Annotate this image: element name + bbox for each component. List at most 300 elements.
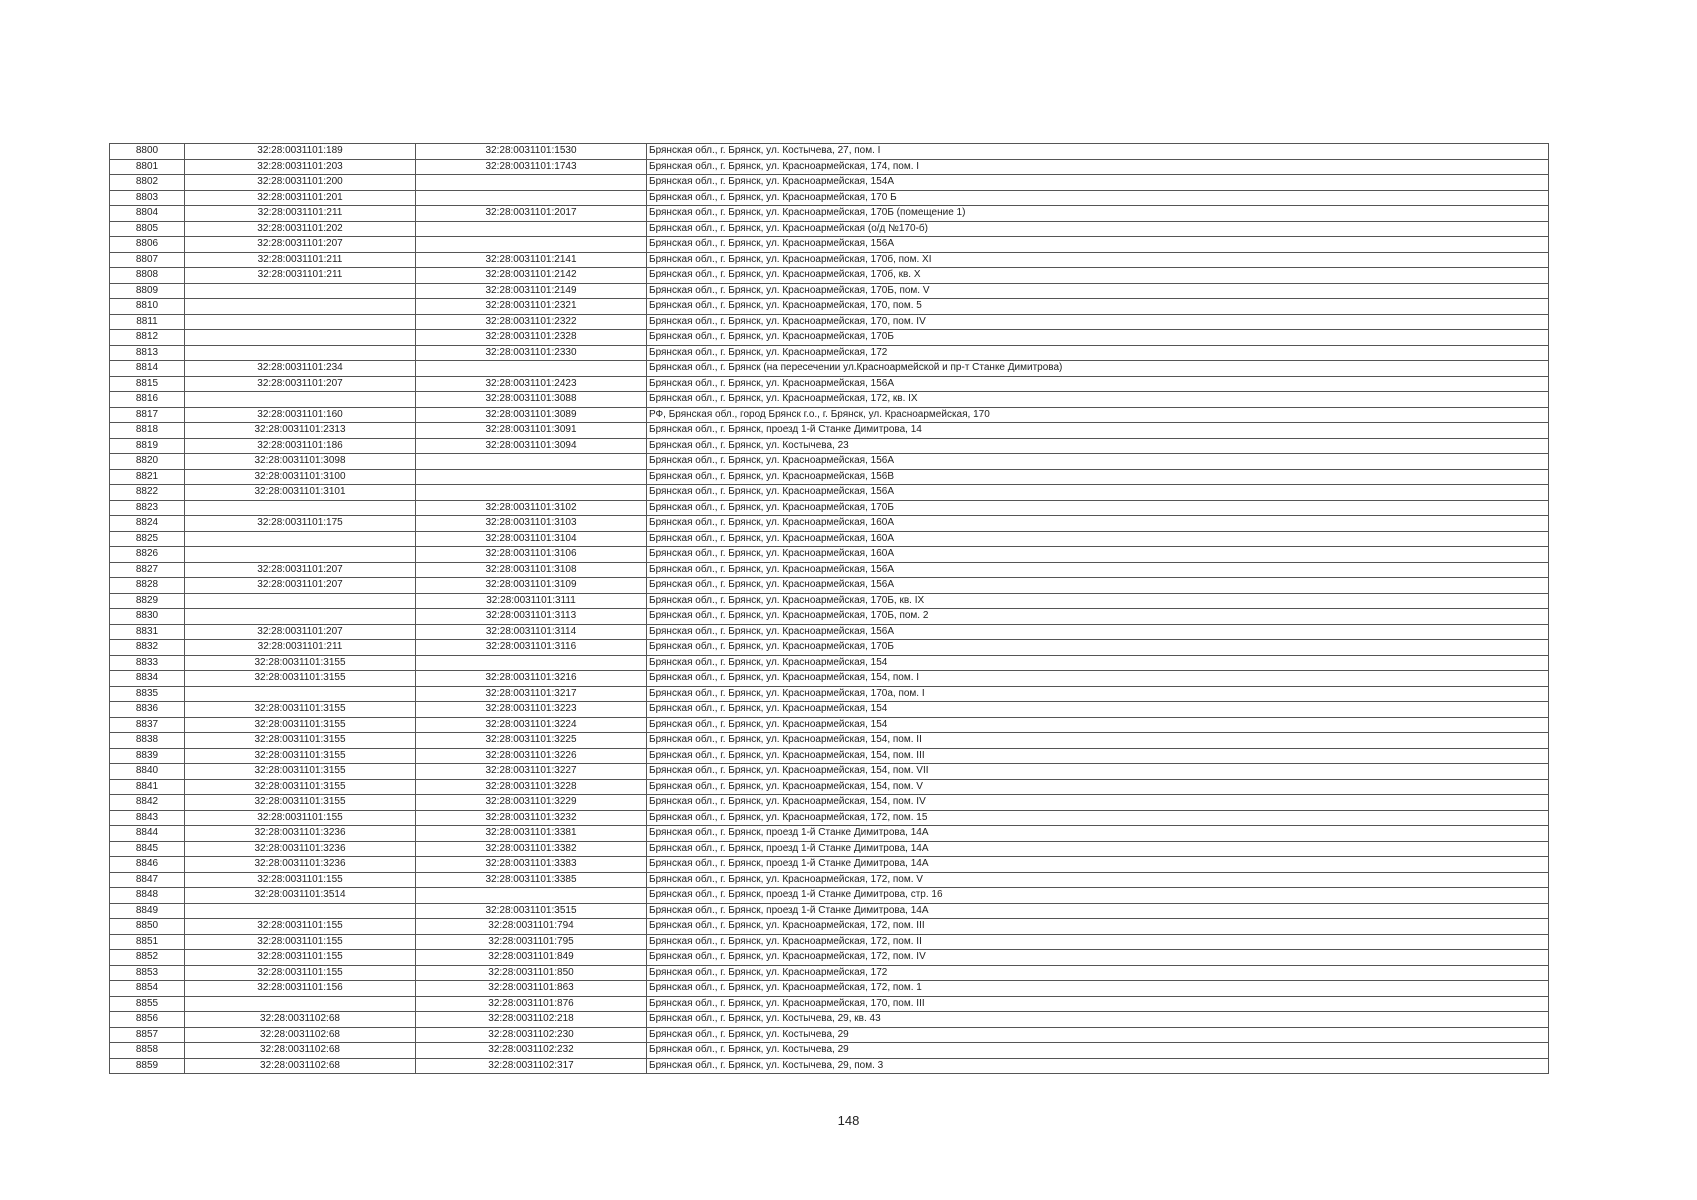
- row-number-cell: 8854: [110, 981, 185, 997]
- address-cell: Брянская обл., г. Брянск, ул. Красноармейская, 160А: [647, 531, 1549, 547]
- table-row: [110, 376, 1549, 392]
- table-row: [110, 764, 1549, 780]
- object-number-cell: 32:28:0031102:230: [416, 1027, 647, 1043]
- address-cell: Брянская обл., г. Брянск, ул. Красноармейская, 154, пом. VII: [647, 764, 1549, 780]
- table-row: [110, 454, 1549, 470]
- object-number-cell: 32:28:0031102:218: [416, 1012, 647, 1028]
- object-number-cell: [416, 175, 647, 191]
- address-cell: Брянская обл., г. Брянск, ул. Красноармейская, 170Б (помещение 1): [647, 206, 1549, 222]
- row-number-cell: 8802: [110, 175, 185, 191]
- object-number-cell: [416, 888, 647, 904]
- parcel-number-cell: 32:28:0031101:155: [185, 934, 416, 950]
- object-number-cell: 32:28:0031101:2149: [416, 283, 647, 299]
- table-row: [110, 934, 1549, 950]
- object-number-cell: 32:28:0031101:3094: [416, 438, 647, 454]
- table-row: [110, 252, 1549, 268]
- address-cell: Брянская обл., г. Брянск, ул. Костычева, 27, пом. I: [647, 144, 1549, 160]
- parcel-number-cell: [185, 686, 416, 702]
- table-row: [110, 795, 1549, 811]
- table-row: [110, 1043, 1549, 1059]
- table-row: [110, 857, 1549, 873]
- address-cell: Брянская обл., г. Брянск, ул. Красноармейская, 170а, пом. I: [647, 686, 1549, 702]
- object-number-cell: 32:28:0031101:3385: [416, 872, 647, 888]
- table-row: [110, 686, 1549, 702]
- row-number-cell: 8858: [110, 1043, 185, 1059]
- address-cell: Брянская обл., г. Брянск, ул. Красноармейская, 156А: [647, 485, 1549, 501]
- parcel-number-cell: [185, 299, 416, 315]
- row-number-cell: 8843: [110, 810, 185, 826]
- address-cell: Брянская обл., г. Брянск, ул. Костычева, 23: [647, 438, 1549, 454]
- address-cell: Брянская обл., г. Брянск, ул. Красноармейская, 154, пом. III: [647, 748, 1549, 764]
- address-cell: Брянская обл., г. Брянск, ул. Красноармейская, 154, пом. IV: [647, 795, 1549, 811]
- parcel-number-cell: [185, 996, 416, 1012]
- row-number-cell: 8819: [110, 438, 185, 454]
- object-number-cell: 32:28:0031101:3216: [416, 671, 647, 687]
- address-cell: Брянская обл., г. Брянск, ул. Красноармейская, 172, пом. III: [647, 919, 1549, 935]
- row-number-cell: 8829: [110, 593, 185, 609]
- object-number-cell: 32:28:0031101:2141: [416, 252, 647, 268]
- parcel-number-cell: [185, 392, 416, 408]
- parcel-number-cell: 32:28:0031101:202: [185, 221, 416, 237]
- object-number-cell: 32:28:0031101:3102: [416, 500, 647, 516]
- object-number-cell: 32:28:0031101:794: [416, 919, 647, 935]
- table-row: [110, 624, 1549, 640]
- object-number-cell: 32:28:0031101:3226: [416, 748, 647, 764]
- parcel-number-cell: 32:28:0031101:155: [185, 950, 416, 966]
- table-row: [110, 221, 1549, 237]
- row-number-cell: 8830: [110, 609, 185, 625]
- table-row: [110, 981, 1549, 997]
- row-number-cell: 8859: [110, 1058, 185, 1074]
- table-row: [110, 841, 1549, 857]
- address-cell: Брянская обл., г. Брянск, ул. Красноармейская, 170Б: [647, 330, 1549, 346]
- parcel-number-cell: 32:28:0031101:3155: [185, 748, 416, 764]
- parcel-number-cell: [185, 903, 416, 919]
- parcel-number-cell: 32:28:0031101:3155: [185, 733, 416, 749]
- row-number-cell: 8855: [110, 996, 185, 1012]
- table-row: [110, 407, 1549, 423]
- parcel-number-cell: [185, 314, 416, 330]
- parcel-number-cell: 32:28:0031101:3155: [185, 655, 416, 671]
- table-row: [110, 190, 1549, 206]
- parcel-number-cell: 32:28:0031101:211: [185, 206, 416, 222]
- row-number-cell: 8841: [110, 779, 185, 795]
- address-cell: Брянская обл., г. Брянск, ул. Красноармейская, 154: [647, 655, 1549, 671]
- row-number-cell: 8833: [110, 655, 185, 671]
- address-cell: Брянская обл., г. Брянск, ул. Красноармейская, 170, пом. 5: [647, 299, 1549, 315]
- row-number-cell: 8805: [110, 221, 185, 237]
- parcel-number-cell: [185, 345, 416, 361]
- registry-table-body: [110, 144, 1549, 1074]
- row-number-cell: 8850: [110, 919, 185, 935]
- object-number-cell: 32:28:0031101:3104: [416, 531, 647, 547]
- row-number-cell: 8812: [110, 330, 185, 346]
- row-number-cell: 8800: [110, 144, 185, 160]
- parcel-number-cell: 32:28:0031101:211: [185, 268, 416, 284]
- parcel-number-cell: 32:28:0031102:68: [185, 1012, 416, 1028]
- row-number-cell: 8851: [110, 934, 185, 950]
- row-number-cell: 8810: [110, 299, 185, 315]
- parcel-number-cell: 32:28:0031101:3236: [185, 841, 416, 857]
- object-number-cell: 32:28:0031101:3088: [416, 392, 647, 408]
- object-number-cell: [416, 190, 647, 206]
- address-cell: Брянская обл., г. Брянск, ул. Красноармейская, 170, пом. III: [647, 996, 1549, 1012]
- address-cell: Брянская обл., г. Брянск, ул. Красноармейская, 172, пом. 1: [647, 981, 1549, 997]
- table-row: [110, 438, 1549, 454]
- table-row: [110, 950, 1549, 966]
- row-number-cell: 8827: [110, 562, 185, 578]
- parcel-number-cell: 32:28:0031101:3155: [185, 671, 416, 687]
- row-number-cell: 8816: [110, 392, 185, 408]
- row-number-cell: 8845: [110, 841, 185, 857]
- row-number-cell: 8807: [110, 252, 185, 268]
- row-number-cell: 8837: [110, 717, 185, 733]
- table-row: [110, 299, 1549, 315]
- parcel-number-cell: 32:28:0031102:68: [185, 1058, 416, 1074]
- table-row: [110, 268, 1549, 284]
- address-cell: Брянская обл., г. Брянск, проезд 1-й Станке Димитрова, 14: [647, 423, 1549, 439]
- parcel-number-cell: 32:28:0031101:155: [185, 872, 416, 888]
- parcel-number-cell: [185, 500, 416, 516]
- table-row: [110, 500, 1549, 516]
- parcel-number-cell: [185, 283, 416, 299]
- object-number-cell: 32:28:0031101:3232: [416, 810, 647, 826]
- row-number-cell: 8844: [110, 826, 185, 842]
- row-number-cell: 8842: [110, 795, 185, 811]
- object-number-cell: 32:28:0031101:3382: [416, 841, 647, 857]
- address-cell: Брянская обл., г. Брянск (на пересечении ул.Красноармейской и пр-т Станке Димитрова): [647, 361, 1549, 377]
- row-number-cell: 8839: [110, 748, 185, 764]
- object-number-cell: 32:28:0031101:3116: [416, 640, 647, 656]
- table-row: [110, 996, 1549, 1012]
- table-row: [110, 175, 1549, 191]
- address-cell: Брянская обл., г. Брянск, ул. Красноармейская (о/д №170-б): [647, 221, 1549, 237]
- object-number-cell: 32:28:0031101:2142: [416, 268, 647, 284]
- row-number-cell: 8813: [110, 345, 185, 361]
- row-number-cell: 8809: [110, 283, 185, 299]
- table-row: [110, 888, 1549, 904]
- table-row: [110, 965, 1549, 981]
- parcel-number-cell: 32:28:0031101:203: [185, 159, 416, 175]
- table-row: [110, 640, 1549, 656]
- table-row: [110, 469, 1549, 485]
- parcel-number-cell: 32:28:0031101:3155: [185, 717, 416, 733]
- object-number-cell: 32:28:0031101:850: [416, 965, 647, 981]
- table-row: [110, 1058, 1549, 1074]
- object-number-cell: 32:28:0031101:3223: [416, 702, 647, 718]
- row-number-cell: 8817: [110, 407, 185, 423]
- parcel-number-cell: 32:28:0031101:3155: [185, 702, 416, 718]
- object-number-cell: 32:28:0031101:3224: [416, 717, 647, 733]
- parcel-number-cell: 32:28:0031101:234: [185, 361, 416, 377]
- object-number-cell: 32:28:0031101:2322: [416, 314, 647, 330]
- parcel-number-cell: 32:28:0031101:211: [185, 640, 416, 656]
- object-number-cell: 32:28:0031101:3111: [416, 593, 647, 609]
- object-number-cell: 32:28:0031102:317: [416, 1058, 647, 1074]
- address-cell: Брянская обл., г. Брянск, ул. Красноармейская, 172, пом. V: [647, 872, 1549, 888]
- table-row: [110, 345, 1549, 361]
- object-number-cell: 32:28:0031101:3103: [416, 516, 647, 532]
- object-number-cell: [416, 655, 647, 671]
- object-number-cell: 32:28:0031101:1743: [416, 159, 647, 175]
- object-number-cell: 32:28:0031101:3114: [416, 624, 647, 640]
- row-number-cell: 8836: [110, 702, 185, 718]
- row-number-cell: 8835: [110, 686, 185, 702]
- address-cell: Брянская обл., г. Брянск, проезд 1-й Станке Димитрова, 14А: [647, 903, 1549, 919]
- table-row: [110, 392, 1549, 408]
- parcel-number-cell: 32:28:0031101:186: [185, 438, 416, 454]
- table-row: [110, 655, 1549, 671]
- parcel-number-cell: 32:28:0031101:207: [185, 562, 416, 578]
- address-cell: Брянская обл., г. Брянск, ул. Красноармейская, 154: [647, 717, 1549, 733]
- address-cell: Брянская обл., г. Брянск, проезд 1-й Станке Димитрова, 14А: [647, 826, 1549, 842]
- row-number-cell: 8821: [110, 469, 185, 485]
- row-number-cell: 8804: [110, 206, 185, 222]
- object-number-cell: 32:28:0031101:3229: [416, 795, 647, 811]
- table-row: [110, 810, 1549, 826]
- row-number-cell: 8820: [110, 454, 185, 470]
- row-number-cell: 8822: [110, 485, 185, 501]
- table-row: [110, 283, 1549, 299]
- row-number-cell: 8857: [110, 1027, 185, 1043]
- object-number-cell: 32:28:0031101:3225: [416, 733, 647, 749]
- parcel-number-cell: 32:28:0031101:156: [185, 981, 416, 997]
- table-row: [110, 826, 1549, 842]
- parcel-number-cell: 32:28:0031101:155: [185, 810, 416, 826]
- address-cell: Брянская обл., г. Брянск, ул. Красноармейская, 156А: [647, 237, 1549, 253]
- table-row: [110, 593, 1549, 609]
- table-row: [110, 159, 1549, 175]
- address-cell: Брянская обл., г. Брянск, ул. Красноармейская, 156А: [647, 376, 1549, 392]
- row-number-cell: 8852: [110, 950, 185, 966]
- row-number-cell: 8831: [110, 624, 185, 640]
- row-number-cell: 8808: [110, 268, 185, 284]
- parcel-number-cell: 32:28:0031101:3098: [185, 454, 416, 470]
- object-number-cell: 32:28:0031101:2017: [416, 206, 647, 222]
- parcel-number-cell: 32:28:0031101:207: [185, 376, 416, 392]
- address-cell: Брянская обл., г. Брянск, ул. Красноармейская, 156А: [647, 454, 1549, 470]
- parcel-number-cell: 32:28:0031101:3514: [185, 888, 416, 904]
- row-number-cell: 8824: [110, 516, 185, 532]
- address-cell: Брянская обл., г. Брянск, ул. Красноармейская, 174, пом. I: [647, 159, 1549, 175]
- object-number-cell: 32:28:0031101:2328: [416, 330, 647, 346]
- table-row: [110, 1012, 1549, 1028]
- parcel-number-cell: [185, 593, 416, 609]
- address-cell: Брянская обл., г. Брянск, ул. Красноармейская, 170Б: [647, 640, 1549, 656]
- table-row: [110, 609, 1549, 625]
- address-cell: Брянская обл., г. Брянск, ул. Красноармейская, 170Б, кв. IX: [647, 593, 1549, 609]
- table-row: [110, 872, 1549, 888]
- table-row: [110, 578, 1549, 594]
- parcel-number-cell: 32:28:0031101:207: [185, 237, 416, 253]
- parcel-number-cell: 32:28:0031101:3236: [185, 826, 416, 842]
- address-cell: Брянская обл., г. Брянск, ул. Красноармейская, 160А: [647, 547, 1549, 563]
- row-number-cell: 8849: [110, 903, 185, 919]
- table-row: [110, 206, 1549, 222]
- parcel-number-cell: 32:28:0031101:3155: [185, 764, 416, 780]
- object-number-cell: 32:28:0031101:849: [416, 950, 647, 966]
- row-number-cell: 8847: [110, 872, 185, 888]
- parcel-number-cell: 32:28:0031101:2313: [185, 423, 416, 439]
- address-cell: Брянская обл., г. Брянск, ул. Красноармейская, 170Б, пом. 2: [647, 609, 1549, 625]
- row-number-cell: 8815: [110, 376, 185, 392]
- object-number-cell: 32:28:0031101:3383: [416, 857, 647, 873]
- table-row: [110, 314, 1549, 330]
- object-number-cell: 32:28:0031101:3228: [416, 779, 647, 795]
- object-number-cell: [416, 454, 647, 470]
- address-cell: Брянская обл., г. Брянск, ул. Красноармейская, 170, пом. IV: [647, 314, 1549, 330]
- parcel-number-cell: 32:28:0031101:155: [185, 965, 416, 981]
- table-row: [110, 748, 1549, 764]
- table-row: [110, 237, 1549, 253]
- object-number-cell: 32:28:0031101:1530: [416, 144, 647, 160]
- parcel-number-cell: 32:28:0031101:3155: [185, 795, 416, 811]
- address-cell: Брянская обл., г. Брянск, проезд 1-й Станке Димитрова, 14А: [647, 857, 1549, 873]
- row-number-cell: 8828: [110, 578, 185, 594]
- table-row: [110, 702, 1549, 718]
- row-number-cell: 8814: [110, 361, 185, 377]
- parcel-number-cell: 32:28:0031102:68: [185, 1043, 416, 1059]
- object-number-cell: 32:28:0031101:876: [416, 996, 647, 1012]
- parcel-number-cell: 32:28:0031101:211: [185, 252, 416, 268]
- address-cell: Брянская обл., г. Брянск, ул. Красноармейская, 172: [647, 965, 1549, 981]
- object-number-cell: [416, 361, 647, 377]
- parcel-number-cell: [185, 547, 416, 563]
- table-row: [110, 903, 1549, 919]
- row-number-cell: 8832: [110, 640, 185, 656]
- address-cell: Брянская обл., г. Брянск, ул. Красноармейская, 154А: [647, 175, 1549, 191]
- object-number-cell: 32:28:0031101:3106: [416, 547, 647, 563]
- object-number-cell: 32:28:0031101:3091: [416, 423, 647, 439]
- object-number-cell: 32:28:0031101:3515: [416, 903, 647, 919]
- row-number-cell: 8848: [110, 888, 185, 904]
- address-cell: Брянская обл., г. Брянск, ул. Костычева, 29: [647, 1043, 1549, 1059]
- object-number-cell: [416, 469, 647, 485]
- object-number-cell: 32:28:0031101:2321: [416, 299, 647, 315]
- parcel-number-cell: 32:28:0031101:160: [185, 407, 416, 423]
- parcel-number-cell: 32:28:0031101:175: [185, 516, 416, 532]
- address-cell: Брянская обл., г. Брянск, проезд 1-й Станке Димитрова, стр. 16: [647, 888, 1549, 904]
- table-row: [110, 562, 1549, 578]
- table-row: [110, 361, 1549, 377]
- address-cell: Брянская обл., г. Брянск, ул. Костычева, 29: [647, 1027, 1549, 1043]
- object-number-cell: 32:28:0031101:3109: [416, 578, 647, 594]
- table-row: [110, 423, 1549, 439]
- table-row: [110, 485, 1549, 501]
- parcel-number-cell: 32:28:0031102:68: [185, 1027, 416, 1043]
- parcel-number-cell: [185, 609, 416, 625]
- address-cell: РФ, Брянская обл., город Брянск г.о., г. Брянск, ул. Красноармейская, 170: [647, 407, 1549, 423]
- row-number-cell: 8856: [110, 1012, 185, 1028]
- address-cell: Брянская обл., г. Брянск, ул. Красноармейская, 172: [647, 345, 1549, 361]
- object-number-cell: 32:28:0031101:2423: [416, 376, 647, 392]
- address-cell: Брянская обл., г. Брянск, ул. Красноармейская, 154: [647, 702, 1549, 718]
- table-row: [110, 717, 1549, 733]
- address-cell: Брянская обл., г. Брянск, ул. Красноармейская, 154, пом. I: [647, 671, 1549, 687]
- row-number-cell: 8846: [110, 857, 185, 873]
- address-cell: Брянская обл., г. Брянск, ул. Красноармейская, 156А: [647, 578, 1549, 594]
- object-number-cell: 32:28:0031102:232: [416, 1043, 647, 1059]
- table-row: [110, 547, 1549, 563]
- address-cell: Брянская обл., г. Брянск, ул. Красноармейская, 160А: [647, 516, 1549, 532]
- object-number-cell: 32:28:0031101:3108: [416, 562, 647, 578]
- row-number-cell: 8818: [110, 423, 185, 439]
- address-cell: Брянская обл., г. Брянск, ул. Красноармейская, 172, пом. IV: [647, 950, 1549, 966]
- address-cell: Брянская обл., г. Брянск, ул. Костычева, 29, кв. 43: [647, 1012, 1549, 1028]
- row-number-cell: 8803: [110, 190, 185, 206]
- address-cell: Брянская обл., г. Брянск, проезд 1-й Станке Димитрова, 14А: [647, 841, 1549, 857]
- object-number-cell: 32:28:0031101:3089: [416, 407, 647, 423]
- table-row: [110, 1027, 1549, 1043]
- object-number-cell: 32:28:0031101:3217: [416, 686, 647, 702]
- address-cell: Брянская обл., г. Брянск, ул. Костычева, 29, пом. 3: [647, 1058, 1549, 1074]
- object-number-cell: 32:28:0031101:795: [416, 934, 647, 950]
- address-cell: Брянская обл., г. Брянск, ул. Красноармейская, 156В: [647, 469, 1549, 485]
- address-cell: Брянская обл., г. Брянск, ул. Красноармейская, 170Б: [647, 500, 1549, 516]
- table-row: [110, 330, 1549, 346]
- object-number-cell: 32:28:0031101:3381: [416, 826, 647, 842]
- address-cell: Брянская обл., г. Брянск, ул. Красноармейская, 170б, пом. XI: [647, 252, 1549, 268]
- parcel-number-cell: 32:28:0031101:3100: [185, 469, 416, 485]
- row-number-cell: 8811: [110, 314, 185, 330]
- row-number-cell: 8825: [110, 531, 185, 547]
- address-cell: Брянская обл., г. Брянск, ул. Красноармейская, 156А: [647, 624, 1549, 640]
- row-number-cell: 8826: [110, 547, 185, 563]
- row-number-cell: 8838: [110, 733, 185, 749]
- row-number-cell: 8834: [110, 671, 185, 687]
- parcel-number-cell: 32:28:0031101:207: [185, 624, 416, 640]
- row-number-cell: 8853: [110, 965, 185, 981]
- parcel-number-cell: 32:28:0031101:155: [185, 919, 416, 935]
- table-row: [110, 779, 1549, 795]
- registry-table: [109, 143, 1549, 1074]
- row-number-cell: 8806: [110, 237, 185, 253]
- table-row: [110, 671, 1549, 687]
- object-number-cell: 32:28:0031101:3227: [416, 764, 647, 780]
- parcel-number-cell: 32:28:0031101:3155: [185, 779, 416, 795]
- address-cell: Брянская обл., г. Брянск, ул. Красноармейская, 154, пом. II: [647, 733, 1549, 749]
- row-number-cell: 8801: [110, 159, 185, 175]
- address-cell: Брянская обл., г. Брянск, ул. Красноармейская, 172, пом. II: [647, 934, 1549, 950]
- row-number-cell: 8823: [110, 500, 185, 516]
- row-number-cell: 8840: [110, 764, 185, 780]
- object-number-cell: 32:28:0031101:2330: [416, 345, 647, 361]
- address-cell: Брянская обл., г. Брянск, ул. Красноармейская, 170б, кв. X: [647, 268, 1549, 284]
- parcel-number-cell: 32:28:0031101:200: [185, 175, 416, 191]
- object-number-cell: 32:28:0031101:3113: [416, 609, 647, 625]
- table-row: [110, 733, 1549, 749]
- table-row: [110, 516, 1549, 532]
- parcel-number-cell: 32:28:0031101:189: [185, 144, 416, 160]
- address-cell: Брянская обл., г. Брянск, ул. Красноармейская, 172, пом. 15: [647, 810, 1549, 826]
- table-row: [110, 531, 1549, 547]
- page-number: 148: [837, 1113, 860, 1128]
- parcel-number-cell: 32:28:0031101:3236: [185, 857, 416, 873]
- object-number-cell: [416, 485, 647, 501]
- address-cell: Брянская обл., г. Брянск, ул. Красноармейская, 172, кв. IX: [647, 392, 1549, 408]
- table-row: [110, 919, 1549, 935]
- address-cell: Брянская обл., г. Брянск, ул. Красноармейская, 170 Б: [647, 190, 1549, 206]
- object-number-cell: 32:28:0031101:863: [416, 981, 647, 997]
- parcel-number-cell: [185, 531, 416, 547]
- address-cell: Брянская обл., г. Брянск, ул. Красноармейская, 154, пом. V: [647, 779, 1549, 795]
- object-number-cell: [416, 237, 647, 253]
- parcel-number-cell: [185, 330, 416, 346]
- parcel-number-cell: 32:28:0031101:201: [185, 190, 416, 206]
- address-cell: Брянская обл., г. Брянск, ул. Красноармейская, 170Б, пом. V: [647, 283, 1549, 299]
- address-cell: Брянская обл., г. Брянск, ул. Красноармейская, 156А: [647, 562, 1549, 578]
- parcel-number-cell: 32:28:0031101:3101: [185, 485, 416, 501]
